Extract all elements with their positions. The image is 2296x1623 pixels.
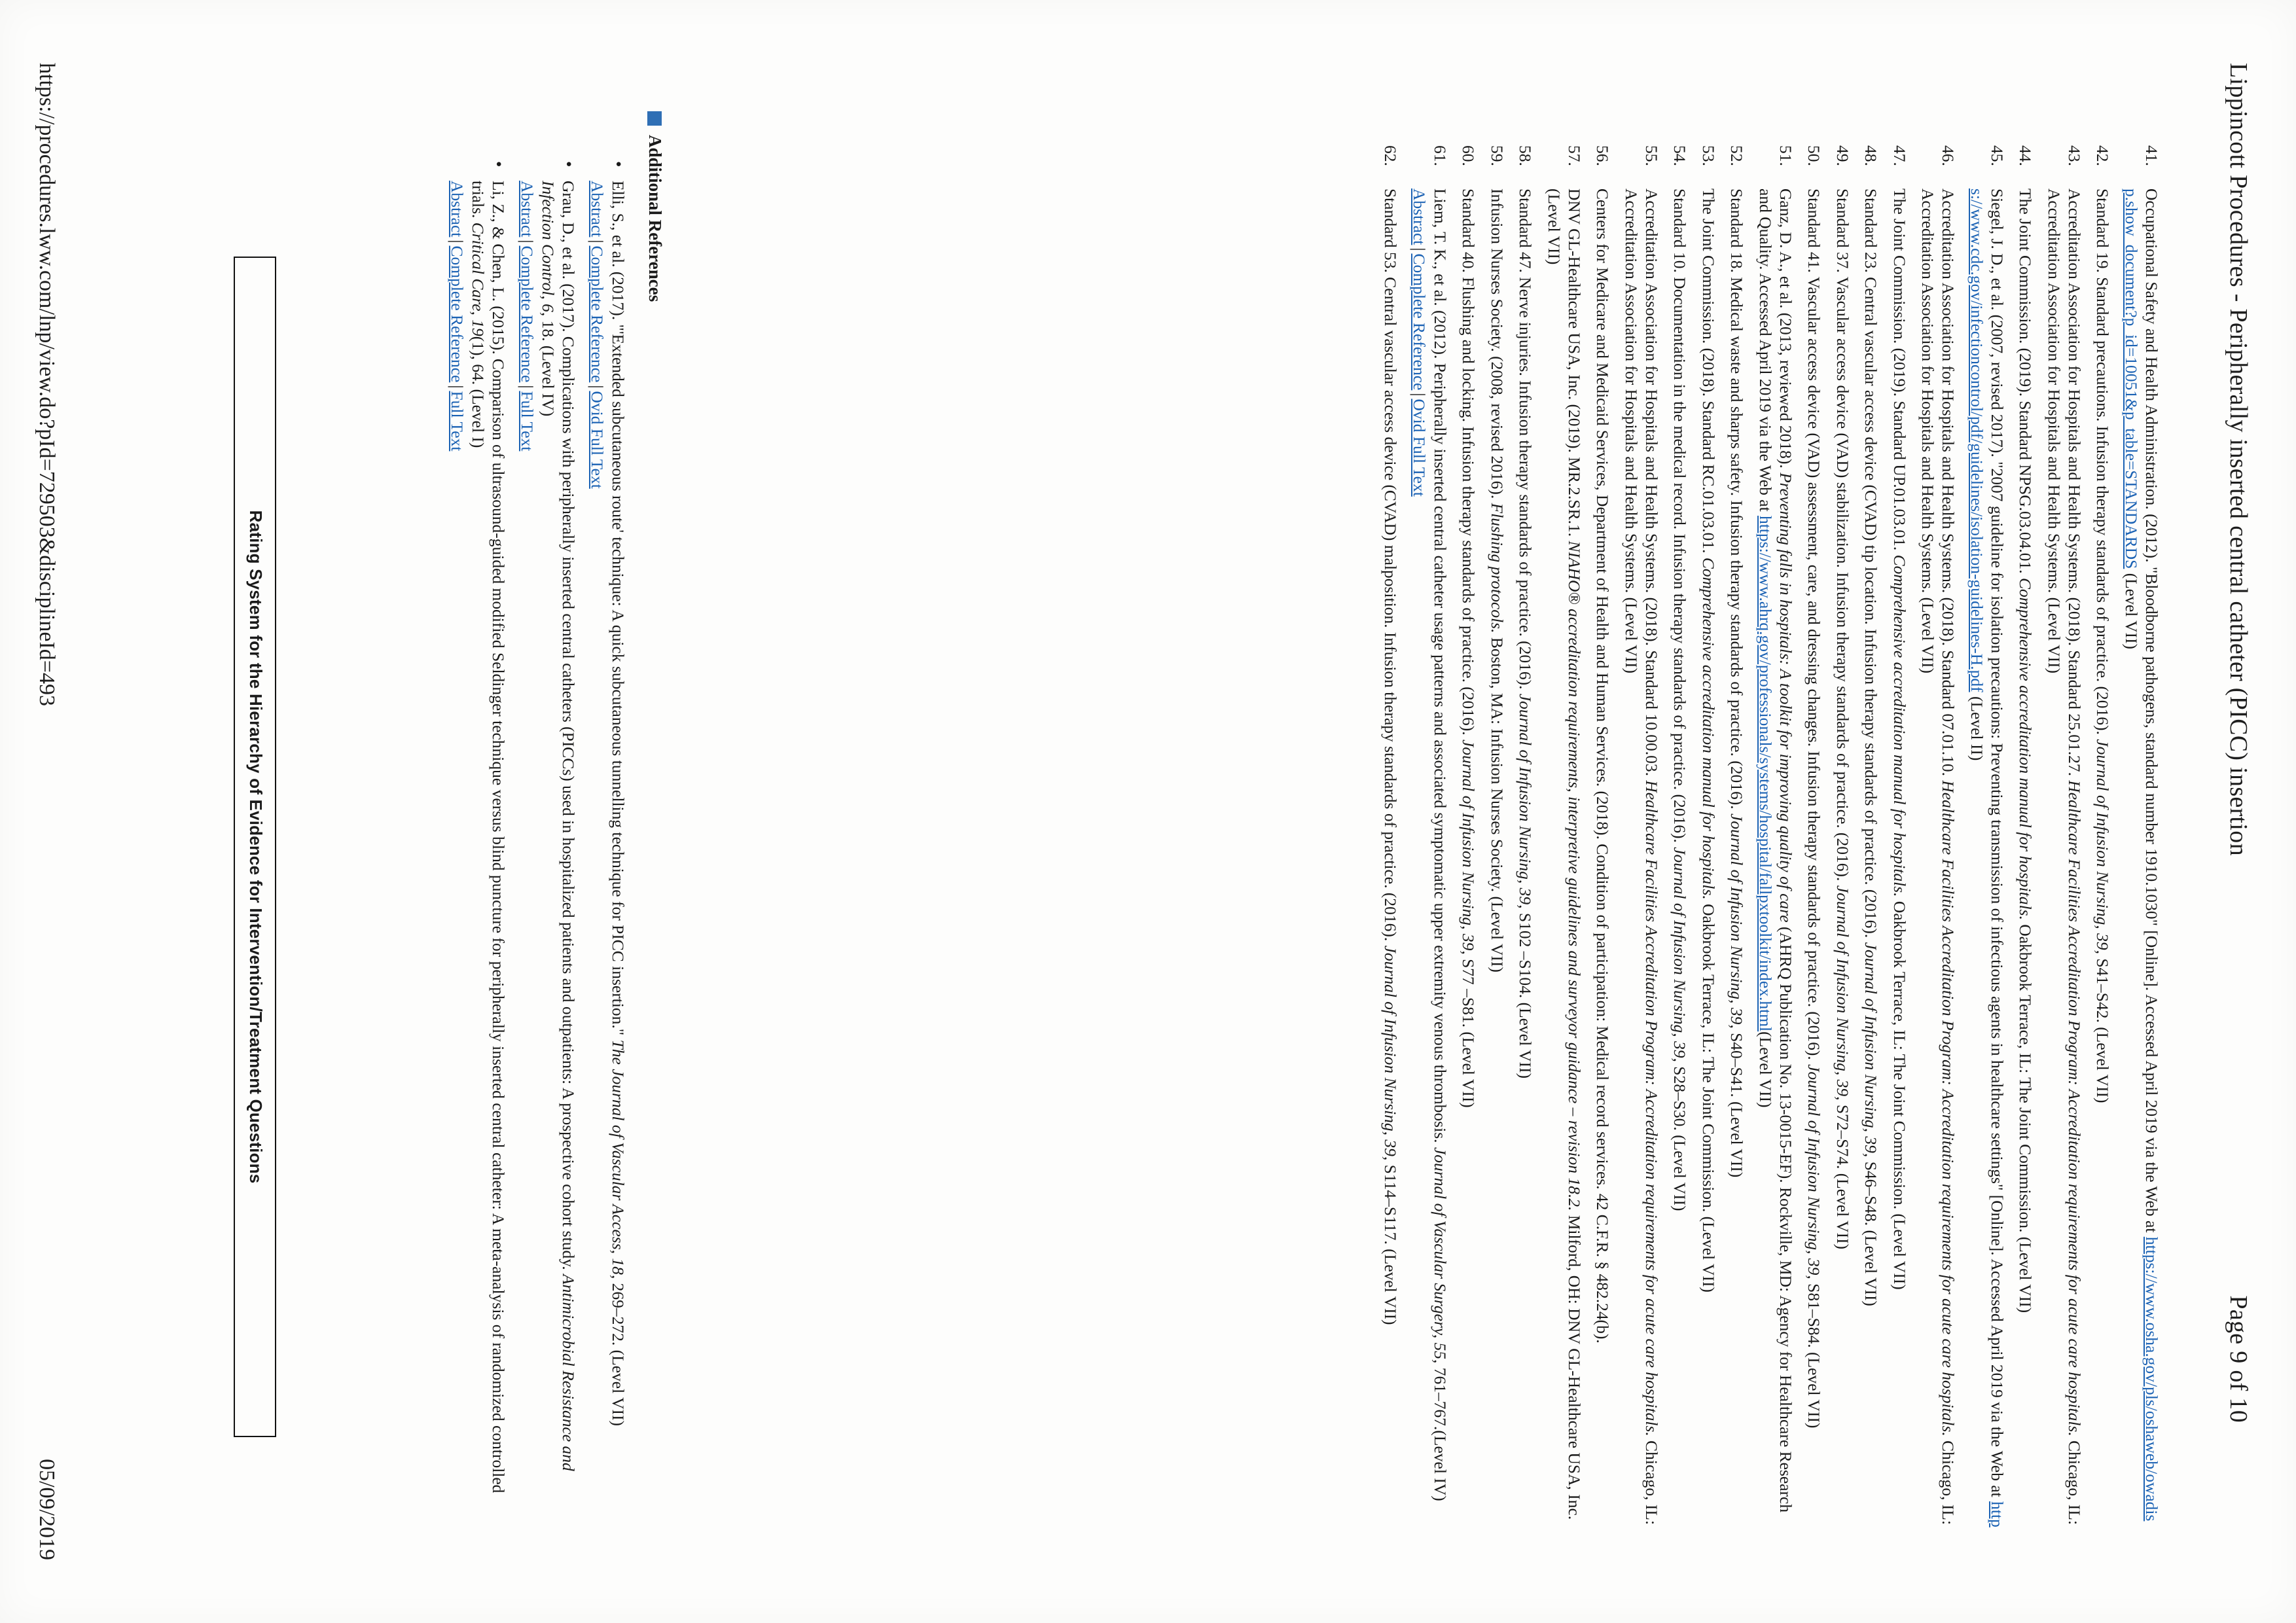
additional-reference-item xyxy=(517,161,579,1529)
reference-item xyxy=(1804,145,1825,1533)
reference-item xyxy=(1698,145,1719,1533)
additional-references-heading xyxy=(645,111,665,302)
rating-system-box[interactable]: Rating System for the Hierarchy of Evidence for Intervention/Treatment Questions xyxy=(234,257,276,1437)
reference-number: 41. xyxy=(2142,145,2161,166)
reference-list xyxy=(1372,145,2162,1533)
reference-number: 44. xyxy=(2016,145,2036,166)
abstract-link[interactable]: Abstract xyxy=(448,181,467,238)
link-separator: | xyxy=(1410,247,1429,251)
reference-item xyxy=(1593,145,1613,1533)
complete-reference-link[interactable]: Complete Reference xyxy=(518,245,537,383)
reference-item xyxy=(2016,145,2036,1533)
reference-number: 53. xyxy=(1699,145,1718,166)
reference-number: 62. xyxy=(1381,145,1401,166)
reference-item xyxy=(1459,145,1479,1533)
ovid-full-text-link[interactable]: Ovid Full Text xyxy=(588,391,607,489)
page-footer xyxy=(34,63,59,1560)
additional-references-label: Additional References xyxy=(645,135,665,302)
reference-item xyxy=(1381,145,1401,1533)
reference-number: 50. xyxy=(1804,145,1824,166)
reference-text: Standard 47. Nerve injuries. Infusion therapy standards of practice. (2016). Journal of Infusion Nursing, 39, S102 –S104. (Level VII) xyxy=(1516,188,1535,1079)
additional-reference-item xyxy=(587,161,628,1529)
link-separator: | xyxy=(448,385,467,389)
link-separator: | xyxy=(448,240,467,243)
reference-number: 45. xyxy=(1988,145,2007,166)
abstract-link[interactable]: Abstract xyxy=(518,181,537,238)
reference-link-row xyxy=(587,181,607,1529)
reference-number: 48. xyxy=(1861,145,1881,166)
reference-text: Standard 18. Medical waste and sharps safety. Infusion therapy standards of practice. (2016). Journal of Infusion Nursing, 39, S40–S41. (Level VII) xyxy=(1727,188,1747,1178)
reference-text: The Joint Commission. (2018). Standard RC.01.03.01. Comprehensive accreditation manual for hospitals. Oakbrook Terrace, IL: The Joint Commission. (Level VII) xyxy=(1699,188,1718,1293)
full-text-link[interactable]: Full Text xyxy=(518,391,537,452)
link-separator: | xyxy=(588,240,607,243)
reference-text: Standard 41. Vascular access device (VAD) assessment, care, and dressing changes. Infusion therapy standards of practice. (2016). Journal of Infusion Nursing, 39, S81–S84. (Level VII) xyxy=(1804,188,1824,1429)
reference-item xyxy=(1967,145,2007,1533)
reference-item xyxy=(1727,145,1748,1533)
ovid-full-text-link[interactable]: Ovid Full Text xyxy=(1410,399,1429,497)
reference-item xyxy=(1890,145,1910,1533)
reference-text: Standard 10. Documentation in the medical record. Infusion therapy standards of practice. (2016). Journal of Infusion Nursing, 39, S28–S30. (Level VII) xyxy=(1670,188,1690,1211)
reference-text: Occupational Safety and Health Administration. (2012). "Bloodborne pathogens, standard number 1910.1030" [Online]. Accessed April 2019 via the Web at https://www.osha.gov/pls/oshaweb/owadisp.show_document?p_id=10051&p_table=STANDARDS (Level VII) xyxy=(2122,188,2161,1522)
reference-item xyxy=(2093,145,2113,1533)
reference-number: 57. xyxy=(1565,145,1584,166)
additional-reference-text: Li, Z., & Chen, L. (2015). Comparison of ultrasound-guided modified Seldinger technique versus blind puncture for peripherally inserted central catheter: A meta-analysis of randomized controlled trials. Critical Care, 19(1), 64. (Level I) Abstract|Complete Reference|Full Text xyxy=(447,181,509,1529)
reference-item xyxy=(1516,145,1536,1533)
reference-text: The Joint Commission. (2019). Standard NPSG.03.04.01. Comprehensive accreditation manual for hospitals. Oakbrook Terrace, IL: The Joint Commission. (Level VII) xyxy=(2016,188,2036,1313)
reference-text: Accreditation Association for Hospitals and Health Systems. (2018). Standard 25.01.27. Healthcare Facilities Accreditation Program: Accreditation requirements for acute care hospitals. Chicago, IL: Accreditation Association for Hospitals and Health Systems. (Level VII) xyxy=(2045,188,2084,1525)
reference-number: 46. xyxy=(1939,145,1958,166)
reference-text: Ganz, D. A., et al. (2013, reviewed 2018). Preventing falls in hospitals: A toolkit for improving quality of care (AHRQ Publication No. 13-0015-EF). Rockville, MD: Agency for Healthcare Research and Quality. Accessed April 2019 via the Web at https://www.ahrq.gov/professionals/systems/hospital/fallpxtoolkit/index.html(Level VII) xyxy=(1756,188,1795,1513)
reference-number: 47. xyxy=(1890,145,1909,166)
full-text-link[interactable]: Full Text xyxy=(448,391,467,452)
reference-text: Standard 23. Central vascular access device (CVAD) tip location. Infusion therapy standards of practice. (2016). Journal of Infusion Nursing, 39, S46–S48. (Level VII) xyxy=(1861,188,1881,1306)
reference-item xyxy=(1621,145,1662,1533)
footer-url: https://procedures.lww.com/lnp/view.do?pId=729503&disciplineId=493 xyxy=(35,63,59,706)
bullet-icon: • xyxy=(559,161,579,168)
document-title: Lippincott Procedures - Peripherally inserted central catheter (PICC) insertion xyxy=(2225,63,2252,856)
reference-link-row xyxy=(517,181,537,1529)
reference-text: Standard 37. Vascular access device (VAD) stabilization. Infusion therapy standards of practice. (2016). Journal of Infusion Nursing, 39, S72–S74. (Level VII) xyxy=(1833,188,1852,1250)
link-separator: | xyxy=(588,385,607,389)
reference-number: 54. xyxy=(1670,145,1690,166)
link-separator: | xyxy=(518,385,537,389)
reference-link-row xyxy=(447,181,467,1529)
bullet-icon: • xyxy=(489,161,509,168)
reference-item xyxy=(1755,145,1796,1533)
reference-item xyxy=(1544,145,1585,1533)
reference-number: 59. xyxy=(1488,145,1507,166)
reference-item xyxy=(2121,145,2162,1533)
reference-link-row xyxy=(1409,188,1429,1533)
link-separator: | xyxy=(1410,393,1429,397)
reference-number: 42. xyxy=(2093,145,2113,166)
reference-text: Accreditation Association for Hospitals and Health Systems. (2018). Standard 07.01.10. Healthcare Facilities Accreditation Program: Accreditation requirements for acute care hospitals. Chicago, IL: Accreditation Association for Hospitals and Health Systems. (Level VII) xyxy=(1918,188,1958,1525)
reference-text: DNV GL-Healthcare USA, Inc. (2019). MR.2.SR.1. NIAHO® accreditation requirements, interpretive guidelines and surveyor guidance – revision 18.2. Milford, OH: DNV GL-Healthcare USA, Inc. (Level VII) xyxy=(1545,188,1584,1520)
reference-text: Standard 53. Central vascular access device (CVAD) malposition. Infusion therapy standards of practice. (2016). Journal of Infusion Nursing, 39, S114–S117. (Level VII) xyxy=(1381,188,1401,1325)
running-head xyxy=(2224,63,2253,1560)
reference-text: Standard 19. Standard precautions. Infusion therapy standards of practice. (2016). Journal of Infusion Nursing, 39, S41–S42. (Level VII) xyxy=(2093,188,2113,1103)
reference-link-ahrq[interactable]: https://www.ahrq.gov/professionals/systems/hospital/fallpxtoolkit/index.html xyxy=(1756,516,1775,1032)
reference-number: 55. xyxy=(1642,145,1661,166)
reference-text: Standard 40. Flushing and locking. Infusion therapy standards of practice. (2016). Journal of Infusion Nursing, 39, S77 –S81. (Level VII) xyxy=(1459,188,1479,1108)
additional-references-list xyxy=(439,161,628,1529)
complete-reference-link[interactable]: Complete Reference xyxy=(588,245,607,383)
reference-text: Siegel, J. D., et al. (2007, revised 2017). "2007 guideline for isolation precautions: Preventing transmission of infectious agents in healthcare settings" [Online]. Accessed April 2019 via the Web at https://www.cdc.gov/infectioncontrol/pdf/guidelines/isolation-guidelines-H.pdf (Level II) xyxy=(1967,188,2007,1527)
reference-text: The Joint Commission. (2019). Standard UP.01.03.01. Comprehensive accreditation manual for hospitals. Oakbrook Terrace, IL: The Joint Commission. (Level VII) xyxy=(1890,188,1909,1290)
bullet-icon: • xyxy=(609,161,628,168)
link-separator: | xyxy=(518,240,537,243)
reference-item xyxy=(1918,145,1959,1533)
reference-item xyxy=(1670,145,1691,1533)
reference-item xyxy=(1409,145,1450,1533)
reference-item xyxy=(2044,145,2085,1533)
abstract-link[interactable]: Abstract xyxy=(1410,188,1429,245)
reference-number: 43. xyxy=(2065,145,2084,166)
square-bullet-icon xyxy=(648,111,662,126)
reference-number: 61. xyxy=(1431,145,1450,166)
additional-reference-item xyxy=(447,161,509,1529)
reference-number: 49. xyxy=(1833,145,1852,166)
reference-link-osha[interactable]: https://www.osha.gov/pls/oshaweb/owadisp.show_document?p_id=10051&p_table=STANDARDS xyxy=(2122,188,2161,1522)
reference-link-cdc[interactable]: https://www.cdc.gov/infectioncontrol/pdf/guidelines/isolation-guidelines-H.pdf xyxy=(1967,188,2007,1527)
reference-item xyxy=(1861,145,1882,1533)
reference-number: 58. xyxy=(1516,145,1535,166)
page-number: Page 9 of 10 xyxy=(2225,1295,2252,1423)
reference-item xyxy=(1833,145,1853,1533)
additional-reference-text: Grau, D., et al. (2017). Complications with peripherally inserted central catheters (PICCs) used in hospitalized patients and outpatients: A prospective cohort study. Antimicrobial Resistance and Infection Control, 6, 18. (Level IV) Abstract|Complete Reference|Full Text xyxy=(517,181,579,1529)
complete-reference-link[interactable]: Complete Reference xyxy=(1410,253,1429,391)
reference-number: 60. xyxy=(1459,145,1479,166)
complete-reference-link[interactable]: Complete Reference xyxy=(448,245,467,383)
reference-text: Infusion Nurses Society. (2008, revised 2016). Flushing protocols. Boston, MA: Infusion Nurses Society. (Level VII) xyxy=(1488,188,1507,972)
reference-number: 56. xyxy=(1593,145,1613,166)
reference-number: 52. xyxy=(1727,145,1747,166)
additional-reference-text: Elli, S., et al. (2017). "'Extended subcutaneous route' technique: A quick subcutaneous tunnelling technique for PICC insertion." The Journal of Vascular Access, 18, 269–272. (Level VII) Abstract|Complete Reference|Ovid Full Text xyxy=(587,181,628,1529)
reference-number: 51. xyxy=(1776,145,1795,166)
reference-text: Accreditation Association for Hospitals and Health Systems. (2018). Standard 10.00.03. Healthcare Facilities Accreditation Program: Accreditation requirements for acute care hospitals. Chicago, IL: Accreditation Association for Hospitals and Health Systems. (Level VII) xyxy=(1622,188,1661,1525)
footer-date: 05/09/2019 xyxy=(35,1459,59,1560)
reference-item xyxy=(1487,145,1507,1533)
reference-text: Liem, T. K., et al. (2012). Peripherally inserted central catheter usage patterns and associated symptomatic upper extremity venous thrombosis. Journal of Vascular Surgery, 55, 761–767.(Level IV) Abstract|Complete Reference|Ovid Full Text xyxy=(1409,188,1450,1533)
abstract-link[interactable]: Abstract xyxy=(588,181,607,238)
reference-text: Centers for Medicare and Medicaid Services, Department of Health and Human Services. (2018). Condition of participation: Medical record services. 42 C.F.R. § 482.24(b). xyxy=(1593,188,1613,1344)
